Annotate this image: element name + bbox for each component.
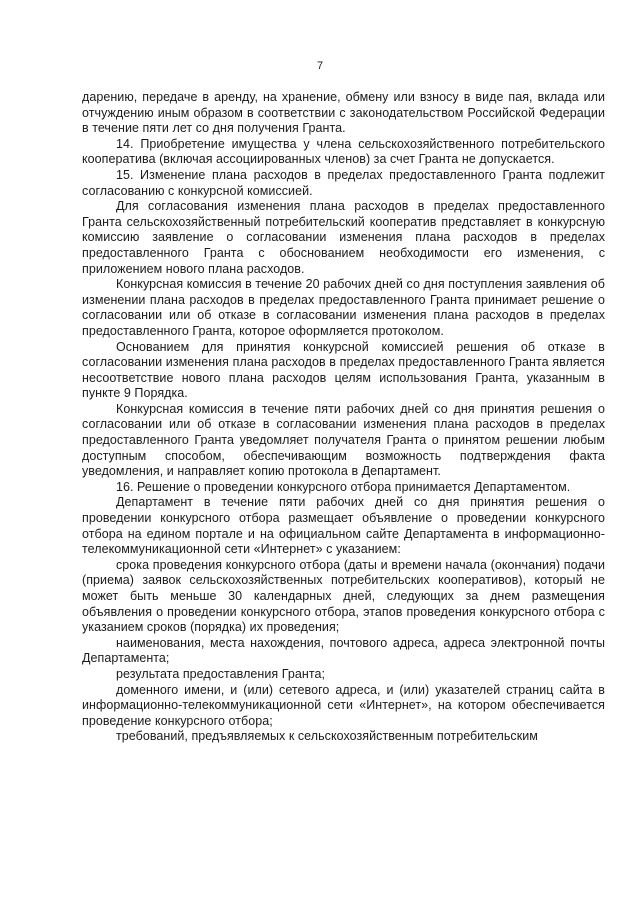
document-body <box>82 90 605 745</box>
paragraph: доменного имени, и (или) сетевого адреса, и (или) указателей страниц сайта в информационно-телекоммуникационной сети «Интернет», на котором обеспечивается проведение конкурсного отбора; <box>82 682 605 728</box>
paragraph: дарению, передаче в аренду, на хранение, обмену или взносу в виде пая, вклада или отчуждению иным образом в соответствии с законодательством Российской Федерации в течение пяти лет со дня получения Гранта. <box>82 90 605 136</box>
paragraph: Департамент в течение пяти рабочих дней со дня принятия решения о проведении конкурсного отбора размещает объявление о проведении конкурсного отбора на едином портале и на официальном сайте Департамента в информационно-телекоммуникационной сети «Интернет» с указанием: <box>82 495 605 557</box>
paragraph: Для согласования изменения плана расходов в пределах предоставленного Гранта сельскохозяйственный потребительский кооператив представляет в конкурсную комиссию заявление о согласовании изменения плана расходов в пределах предоставленного Гранта с обоснованием необходимости его изменения, с приложением нового плана расходов. <box>82 199 605 276</box>
paragraph: результата предоставления Гранта; <box>116 666 325 681</box>
paragraph: 14. Приобретение имущества у члена сельскохозяйственного потребительского кооператива (включая ассоциированных членов) за счет Гранта не допускается. <box>82 136 605 167</box>
paragraph: Конкурсная комиссия в течение 20 рабочих дней со дня поступления заявления об изменении плана расходов в пределах предоставленного Гранта принимает решение о согласовании или об отказе в согласовании изменения плана расходов в пределах предоставленного Гранта, которое оформляется протоколом. <box>82 277 605 338</box>
page-number: 7 <box>316 60 324 72</box>
paragraph: Основанием для принятия конкурсной комиссией решения об отказе в согласовании изменения плана расходов в пределах предоставленного Гранта является несоответствие нового плана расходов целям использования Гранта, указанным в пункте 9 Порядка. <box>82 339 605 401</box>
paragraph: 16. Решение о проведении конкурсного отбора принимается Департаментом. <box>116 479 571 494</box>
paragraph: 15. Изменение плана расходов в пределах предоставленного Гранта подлежит согласованию с конкурсной комиссией. <box>82 167 605 198</box>
paragraph: требований, предъявляемых к сельскохозяйственным потребительским <box>116 729 538 744</box>
paragraph: наименования, места нахождения, почтового адреса, адреса электронной почты Департамента; <box>82 635 605 666</box>
paragraph: Конкурсная комиссия в течение пяти рабочих дней со дня принятия решения о согласовании или об отказе в согласовании изменения плана расходов в пределах предоставленного Гранта уведомляет получателя Гранта о принятом решении любым доступным способом, обеспечивающим возможность подтверждения факта уведомления, и направляет копию протокола в Департамент. <box>82 401 605 479</box>
paragraph: срока проведения конкурсного отбора (даты и времени начала (окончания) подачи (приема) заявок сельскохозяйственных потребительских кооперативов), который не может быть меньше 30 календарных дней, следующих за днем размещения объявления о проведении конкурсного отбора, этапов проведения конкурсного отбора с указанием сроков (порядка) их проведения; <box>82 557 605 635</box>
